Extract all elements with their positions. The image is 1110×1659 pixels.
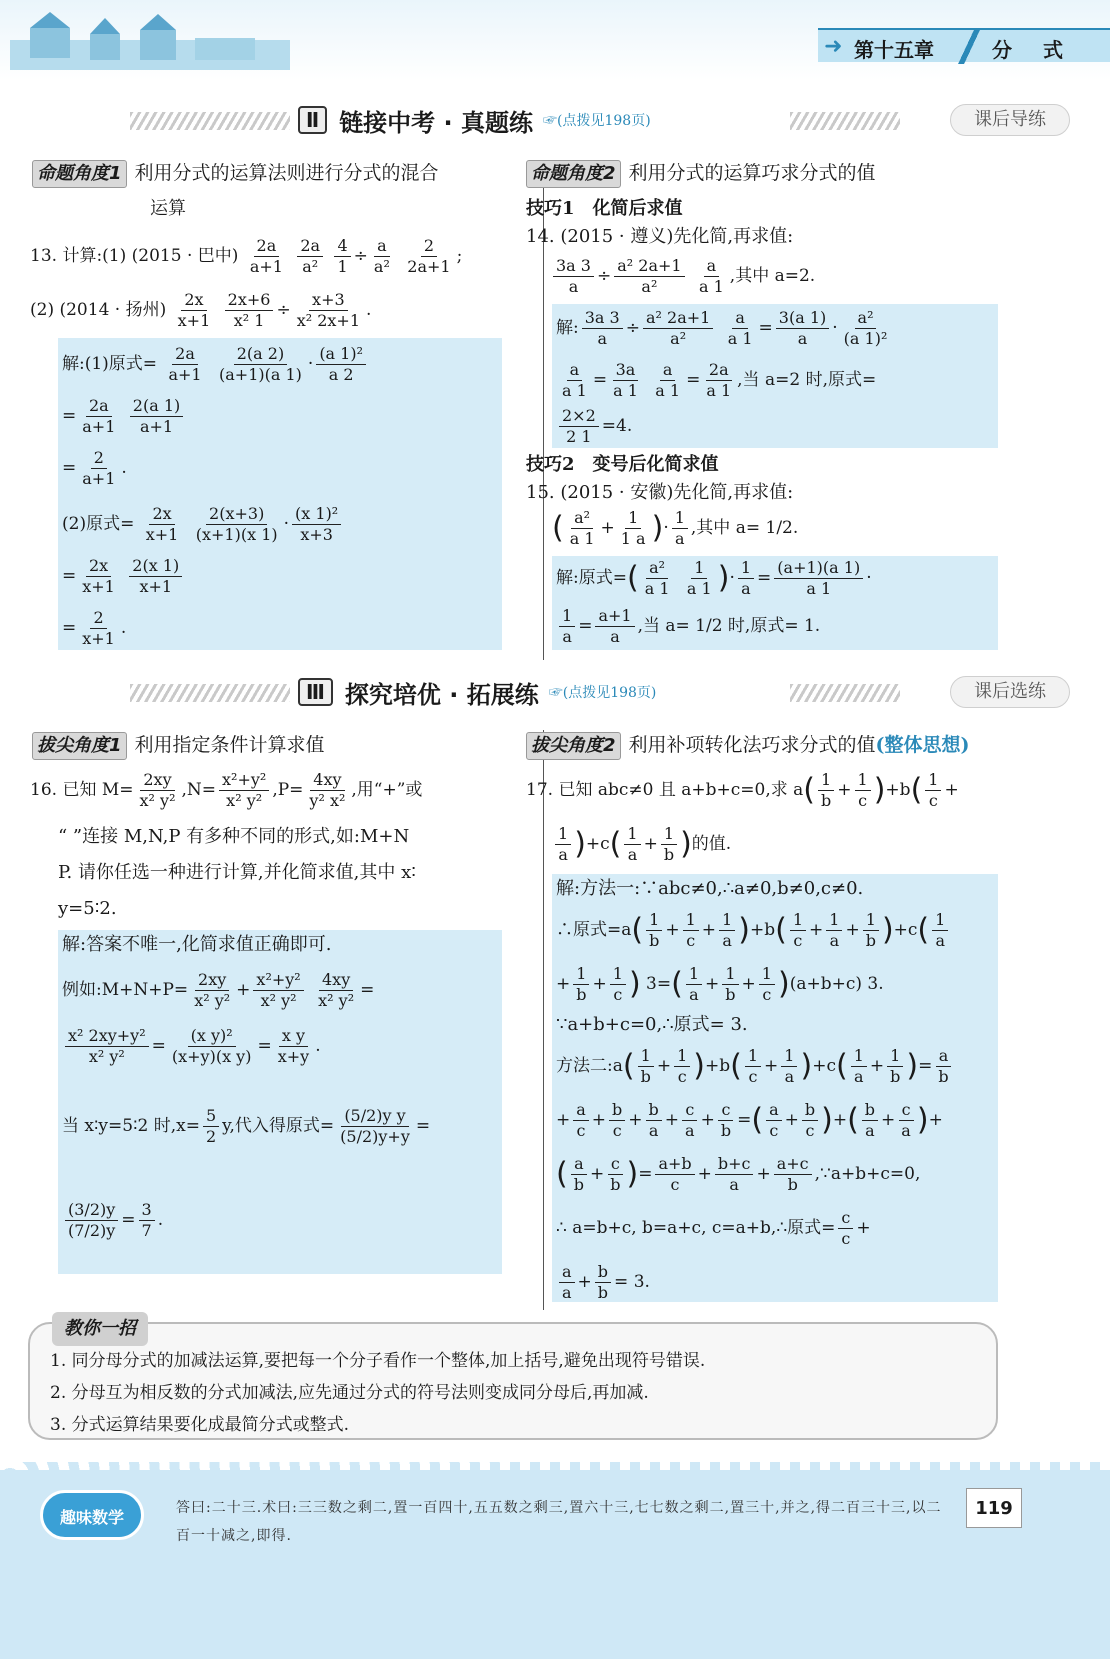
solution-line: 方法二:a( $\frac{1}{b}$ + $\frac{1}{c}$ )+b( $\frac{1}{c}$ + $\frac{1}{a}$ )+c( $\frac{1}{a}$ + $\frac{1}{b}$ )= $\frac{a}{b}$ xyxy=(556,1046,955,1087)
question-label: 16. 已知 M= xyxy=(30,780,134,800)
chapter-tab xyxy=(818,28,1110,62)
solution-line: = $\frac{2a}{a+1}$ $\frac{2(a 1)}{a+1}$ xyxy=(62,396,186,437)
solution-text: 当 x∶y=5∶2 时,x= xyxy=(62,1116,200,1136)
condition-text: ,其中 a= 1/2. xyxy=(690,518,799,538)
tip-label: 教你一招 xyxy=(52,1312,148,1346)
section-title xyxy=(298,102,651,138)
page-number: 119 xyxy=(966,1488,1022,1528)
angle-heading-left-2 xyxy=(32,728,532,762)
solution-label: ∴原式= xyxy=(556,920,622,940)
solution-label: (2)原式= xyxy=(62,514,135,534)
chapter-label: 第十五章 xyxy=(854,38,934,62)
question-13-2: (2) (2014 · 扬州) $\frac{2x}{x+1}$ $\frac{2x+6}{\text{x² 1}}$ ÷ $\frac{x+3}{\text{x² 2x+1}}$ . xyxy=(30,290,372,330)
skill-2-heading: 技巧2 变号后化简求值 xyxy=(526,454,719,475)
stripe-decoration xyxy=(130,684,290,702)
question-17-line: $\frac{1}{a}$ )+c( $\frac{1}{a}$ + $\frac{1}{b}$ )的值. xyxy=(552,824,731,865)
solution-line: $\frac{a}{a}$ + $\frac{b}{b}$ = 3. xyxy=(556,1262,650,1303)
question-16-line: y=5∶2. xyxy=(58,898,117,919)
section-number: Ⅱ xyxy=(298,106,327,134)
solution-line: + $\frac{a}{c}$ + $\frac{b}{c}$ + $\frac{b}{a}$ + $\frac{c}{a}$ + $\frac{c}{b}$ =( $\frac{a}{c}$ + $\frac{b}{c}$ )+( $\frac{b}{a}$ + $\frac{c}{a}$ )+ xyxy=(556,1100,943,1140)
question-16-line: P. 请你任选一种进行计算,并化简求值,其中 x∶ xyxy=(58,862,416,883)
question-15-expression: ( $\frac{\text{a²}}{a 1}$ + $\frac{1}{1 a}$ )· $\frac{1}{a}$ ,其中 a= 1/2. xyxy=(552,508,799,548)
fun-math-logo: 趣味数学 xyxy=(40,1490,144,1540)
tip-item: 2. 分母互为相反数的分式加减法,应先通过分式的符号法则变成同分母后,再加减. xyxy=(50,1383,649,1403)
solution-label: 例如:M+N+P= xyxy=(62,980,189,1000)
stripe-decoration xyxy=(790,684,900,702)
solution-text: ,当 a=2 时,原式= xyxy=(737,370,877,390)
angle-title: 利用分式的运算法则进行分式的混合 xyxy=(134,162,439,184)
condition-text: ,其中 a=2. xyxy=(729,266,816,286)
angle-title: 利用补项转化法巧求分式的值 xyxy=(628,734,876,756)
solution-line: = $\frac{2}{x+1}$ . xyxy=(62,608,127,648)
question-14-expression: $\frac{3a 3}{a}$ ÷ $\frac{\text{a² 2a+1}}{\text{a²}}$ $\frac{a}{a 1}$ ,其中 a=2. xyxy=(550,256,815,297)
solution-intro: 解:答案不唯一,化简求值正确即可. xyxy=(62,934,332,955)
solution-line: $\frac{2\times 2}{2 1}$ =4. xyxy=(556,406,632,447)
question-15: 15. (2015 · 安徽)先化简,再求值: xyxy=(526,482,794,503)
skill-1-heading: 技巧1 化简后求值 xyxy=(526,198,683,219)
hint-reference: ☞(点拨见198页) xyxy=(548,685,657,701)
section-bar-3 xyxy=(30,674,1080,710)
solution-line: = $\frac{2}{a+1}$ . xyxy=(62,448,127,488)
question-label: 17. 已知 abc≠0 且 a+b+c=0,求 xyxy=(526,780,788,800)
solution-line: 当 x∶y=5∶2 时,x= $\frac{5}{2}$ y,代入得原式= $\frac{\text{(5/2)y y}}{(5/2)y+y}$ = xyxy=(62,1106,431,1146)
angle-badge: 命题角度2 xyxy=(526,160,621,188)
section-title-text: 探究培优 · 拓展练 xyxy=(344,680,539,709)
angle-badge: 命题角度1 xyxy=(32,160,127,188)
solution-line: (2)原式= $\frac{2x}{x+1}$ $\frac{2(x+3)}{(x+1)(x 1)}$ · $\frac{\text{(x 1)²}}{x+3}$ xyxy=(62,504,344,545)
method-hint: (整体思想) xyxy=(875,734,970,756)
solution-line: 解: $\frac{3a 3}{a}$ ÷ $\frac{\text{a² 2a+1}}{\text{a²}}$ $\frac{a}{a 1}$ = $\frac{3(a 1)}{a}$ · $\frac{\text{a²}}{\text{(a 1)²}}$ xyxy=(556,308,888,348)
solution-text: = 3. xyxy=(614,1272,650,1292)
solution-line: 例如:M+N+P= $\frac{2xy}{\text{x² y²}}$ + $\frac{\text{x²+y²}}{\text{x² y²}}$ $\frac{4xy}{\text{x² y²}}$ = xyxy=(62,970,375,1010)
solution-text: =4. xyxy=(601,416,633,436)
angle-heading-left-1 xyxy=(32,156,532,190)
stripe-decoration xyxy=(790,112,900,130)
angle-heading-right-2 xyxy=(526,728,1096,762)
angle-badge: 拔尖角度1 xyxy=(32,732,127,760)
tab-separator xyxy=(958,30,982,64)
question-17: 17. 已知 abc≠0 且 a+b+c=0,求 a( $\frac{1}{b}$ + $\frac{1}{c}$ )+b( $\frac{1}{c}$ + xyxy=(526,770,959,810)
section-tag: 课后选练 xyxy=(950,676,1070,708)
question-13-1: 13. 计算:(1) (2015 · 巴中) $\frac{2a}{a+1}$ $\frac{2a}{\text{a²}}$ $\frac{4}{1}$ ÷ $\frac{a}{\text{a²}}$ $\frac{2}{2a+1}$ ; xyxy=(30,236,463,276)
solution-line: $\frac{(3/2)y}{(7/2)y}$ = $\frac{3}{7}$ . xyxy=(62,1200,163,1241)
solution-line: 解:(1)原式= $\frac{2a}{a+1}$ $\frac{2(a 2)}{(a+1)(a 1)}$ · $\frac{\text{(a 1)²}}{a 2}$ xyxy=(62,344,369,385)
angle-title: 利用指定条件计算求值 xyxy=(134,734,325,756)
solution-label: 解:原式= xyxy=(556,568,627,588)
section-number: Ⅲ xyxy=(298,678,333,706)
solution-line: ∴原式=a( $\frac{1}{b}$ + $\frac{1}{c}$ + $\frac{1}{a}$ )+b( $\frac{1}{c}$ + $\frac{1}{a}$ + $\frac{1}{b}$ )+c( $\frac{1}{a}$ xyxy=(556,910,951,951)
solution-text: ∴ a=b+c, b=a+c, c=a+b,∴原式= xyxy=(556,1218,836,1238)
section-title xyxy=(298,674,656,710)
angle-badge: 拔尖角度2 xyxy=(526,732,621,760)
section-title-text: 链接中考 · 真题练 xyxy=(339,108,534,137)
question-label: (2) (2014 · 扬州) xyxy=(30,300,167,320)
question-text: 的值. xyxy=(691,834,732,854)
section-tag: 课后导练 xyxy=(950,104,1070,136)
solution-label: 解:(1)原式= xyxy=(62,354,158,374)
angle-heading-right-1 xyxy=(526,156,1086,190)
column-divider xyxy=(543,730,544,1310)
angle-title-continued: 运算 xyxy=(150,198,186,219)
angle-title: 利用分式的运算巧求分式的值 xyxy=(628,162,876,184)
stripe-decoration xyxy=(130,112,290,130)
topic-label: 分 式 xyxy=(992,38,1075,62)
tip-item: 3. 分式运算结果要化成最简分式或整式. xyxy=(50,1415,350,1435)
question-16: 16. 已知 M= $\frac{2xy}{\text{x² y²}}$ ,N= $\frac{\text{x²+y²}}{\text{x² y²}}$ ,P= $\frac{4xy}{\text{y² x²}}$ ,用“+”或 xyxy=(30,770,423,810)
question-label: 13. 计算:(1) (2015 · 巴中) xyxy=(30,246,239,266)
solution-line: 解:原式=( $\frac{\text{a²}}{a 1}$ $\frac{1}{a 1}$ )· $\frac{1}{a}$ = $\frac{(a+1)(a 1)}{a 1}$ · xyxy=(556,558,872,598)
solution-line: + $\frac{1}{b}$ + $\frac{1}{c}$ ) 3=( $\frac{1}{a}$ + $\frac{1}{b}$ + $\frac{1}{c}$ )(a+b+c) 3. xyxy=(556,964,884,1004)
question-14: 14. (2015 · 遵义)先化简,再求值: xyxy=(526,226,794,247)
question-16-line: “ ”连接 M,N,P 有多种不同的形式,如:M+N xyxy=(58,826,410,847)
solution-line: 解:方法一:∵abc≠0,∴a≠0,b≠0,c≠0. xyxy=(556,878,864,899)
solution-text: ,当 a= 1/2 时,原式= 1. xyxy=(637,616,821,636)
footer-answer-text: 答曰:二十三.术曰:三三数之剩二,置一百四十,五五数之剩三,置六十三,七七数之剩二,置三十,并之,得二百三十三,以二百一十减之,即得. xyxy=(176,1500,942,1544)
castle-illustration xyxy=(10,10,290,70)
section-bar-2 xyxy=(30,102,1080,138)
solution-line: ∴ a=b+c, b=a+c, c=a+b,∴原式= $\frac{c}{c}$ + xyxy=(556,1208,871,1248)
arrow-right-icon: ➜ xyxy=(824,34,843,59)
solution-line: $\frac{1}{a}$ = $\frac{a+1}{a}$ ,当 a= 1/2 时,原式= 1. xyxy=(556,606,820,647)
tip-item: 1. 同分母分式的加减法运算,要把每一个分子看作一个整体,加上括号,避免出现符号错误. xyxy=(50,1351,706,1371)
solution-line: $\frac{a}{a 1}$ = $\frac{3a}{a 1}$ $\frac{a}{a 1}$ = $\frac{2a}{a 1}$ ,当 a=2 时,原式= xyxy=(562,360,877,400)
solution-line: ( $\frac{a}{b}$ + $\frac{c}{b}$ )= $\frac{a+b}{c}$ + $\frac{b+c}{a}$ + $\frac{a+c}{b}$ ,∵a+b+c=0, xyxy=(556,1154,921,1194)
solution-line: = $\frac{2x}{x+1}$ $\frac{2(x 1)}{x+1}$ xyxy=(62,556,185,597)
solution-line: ∵a+b+c=0,∴原式= 3. xyxy=(556,1014,748,1035)
solution-text: y,代入得原式= xyxy=(222,1116,335,1136)
solution-label: 方法二: xyxy=(556,1056,613,1076)
solution-line: $\frac{\text{x² 2xy+y²}}{\text{x² y²}}$ = $\frac{\text{(x y)²}}{\text{(x+y)(x y)}}$ = $\frac{\text{x y}}{x+y}$ . xyxy=(62,1026,321,1067)
hint-reference: ☞(点拨见198页) xyxy=(543,113,651,129)
